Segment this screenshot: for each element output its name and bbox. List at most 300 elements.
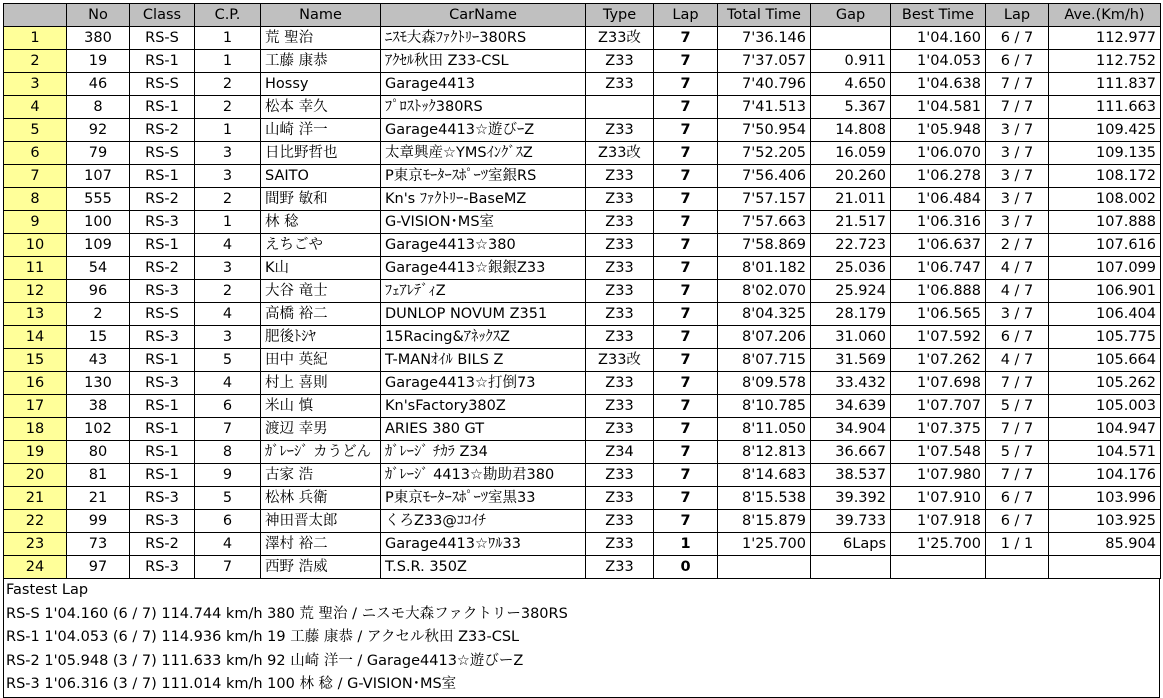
total-time-cell bbox=[718, 556, 811, 579]
laps-cell: 7 bbox=[654, 257, 718, 280]
best-time-cell: 1'07.375 bbox=[891, 418, 986, 441]
position-cell: 18 bbox=[4, 418, 67, 441]
car-type-cell: Z33 bbox=[586, 464, 654, 487]
position-cell: 17 bbox=[4, 395, 67, 418]
average-speed-cell: 104.947 bbox=[1049, 418, 1161, 441]
laps-cell: 7 bbox=[654, 50, 718, 73]
best-time-cell: 1'07.262 bbox=[891, 349, 986, 372]
class-position-cell: 5 bbox=[195, 349, 261, 372]
car-type-cell: Z33 bbox=[586, 211, 654, 234]
average-speed-cell: 108.002 bbox=[1049, 188, 1161, 211]
table-row bbox=[4, 464, 1161, 487]
car-number-cell: 96 bbox=[67, 280, 130, 303]
total-time-cell: 7'52.205 bbox=[718, 142, 811, 165]
class-position-cell: 1 bbox=[195, 27, 261, 50]
car-number-cell: 54 bbox=[67, 257, 130, 280]
car-type-cell: Z33 bbox=[586, 257, 654, 280]
car-number-cell: 102 bbox=[67, 418, 130, 441]
laps-cell: 7 bbox=[654, 441, 718, 464]
total-time-cell: 8'07.206 bbox=[718, 326, 811, 349]
laps-cell: 7 bbox=[654, 280, 718, 303]
best-time-cell: 1'07.548 bbox=[891, 441, 986, 464]
header-cp: C.P. bbox=[195, 4, 261, 27]
average-speed-cell: 104.176 bbox=[1049, 464, 1161, 487]
class-cell: RS-1 bbox=[130, 395, 195, 418]
best-lap-cell: 6 / 7 bbox=[986, 487, 1049, 510]
driver-name-cell: SAITO bbox=[261, 165, 381, 188]
best-time-cell: 1'06.484 bbox=[891, 188, 986, 211]
gap-cell: 39.392 bbox=[811, 487, 891, 510]
header-class: Class bbox=[130, 4, 195, 27]
driver-name-cell: 古家 浩 bbox=[261, 464, 381, 487]
car-name-cell: Garage4413 bbox=[381, 73, 586, 96]
table-row bbox=[4, 142, 1161, 165]
average-speed-cell: 112.977 bbox=[1049, 27, 1161, 50]
class-position-cell: 9 bbox=[195, 464, 261, 487]
laps-cell: 7 bbox=[654, 326, 718, 349]
total-time-cell: 7'58.869 bbox=[718, 234, 811, 257]
car-type-cell: Z33 bbox=[586, 487, 654, 510]
car-type-cell: Z33 bbox=[586, 533, 654, 556]
total-time-cell: 7'40.796 bbox=[718, 73, 811, 96]
best-lap-cell: 3 / 7 bbox=[986, 142, 1049, 165]
class-cell: RS-1 bbox=[130, 96, 195, 119]
average-speed-cell: 108.172 bbox=[1049, 165, 1161, 188]
laps-cell: 7 bbox=[654, 418, 718, 441]
total-time-cell: 8'11.050 bbox=[718, 418, 811, 441]
driver-name-cell: 渡辺 幸男 bbox=[261, 418, 381, 441]
car-number-cell: 38 bbox=[67, 395, 130, 418]
class-cell: RS-S bbox=[130, 27, 195, 50]
gap-cell: 31.569 bbox=[811, 349, 891, 372]
car-name-cell: ｶﾞﾚｰｼﾞ 4413☆勘助君380 bbox=[381, 464, 586, 487]
total-time-cell: 1'25.700 bbox=[718, 533, 811, 556]
laps-cell: 7 bbox=[654, 96, 718, 119]
gap-cell: 22.723 bbox=[811, 234, 891, 257]
average-speed-cell: 106.404 bbox=[1049, 303, 1161, 326]
results-body bbox=[4, 27, 1161, 579]
laps-cell: 7 bbox=[654, 372, 718, 395]
laps-cell: 7 bbox=[654, 211, 718, 234]
car-name-cell: Garage4413☆380 bbox=[381, 234, 586, 257]
total-time-cell: 8'12.813 bbox=[718, 441, 811, 464]
best-time-cell: 1'04.053 bbox=[891, 50, 986, 73]
class-position-cell: 8 bbox=[195, 441, 261, 464]
car-type-cell: Z33 bbox=[586, 50, 654, 73]
class-cell: RS-3 bbox=[130, 372, 195, 395]
best-time-cell: 1'25.700 bbox=[891, 533, 986, 556]
position-cell: 24 bbox=[4, 556, 67, 579]
laps-cell: 1 bbox=[654, 533, 718, 556]
car-number-cell: 81 bbox=[67, 464, 130, 487]
class-cell: RS-1 bbox=[130, 349, 195, 372]
car-type-cell: Z33 bbox=[586, 188, 654, 211]
position-cell: 20 bbox=[4, 464, 67, 487]
car-name-cell: T.S.R. 350Z bbox=[381, 556, 586, 579]
driver-name-cell: 神田晋太郎 bbox=[261, 510, 381, 533]
best-time-cell: 1'07.707 bbox=[891, 395, 986, 418]
car-name-cell: Garage4413☆ﾜﾙ33 bbox=[381, 533, 586, 556]
best-time-cell: 1'05.948 bbox=[891, 119, 986, 142]
best-lap-cell: 3 / 7 bbox=[986, 211, 1049, 234]
position-cell: 22 bbox=[4, 510, 67, 533]
gap-cell: 38.537 bbox=[811, 464, 891, 487]
gap-cell: 28.179 bbox=[811, 303, 891, 326]
table-row bbox=[4, 533, 1161, 556]
best-lap-cell: 7 / 7 bbox=[986, 96, 1049, 119]
driver-name-cell: 肥後ﾄｼﾔ bbox=[261, 326, 381, 349]
average-speed-cell: 111.837 bbox=[1049, 73, 1161, 96]
gap-cell: 14.808 bbox=[811, 119, 891, 142]
results-sheet bbox=[3, 3, 1160, 698]
position-cell: 21 bbox=[4, 487, 67, 510]
total-time-cell: 8'01.182 bbox=[718, 257, 811, 280]
total-time-cell: 8'07.715 bbox=[718, 349, 811, 372]
gap-cell: 34.639 bbox=[811, 395, 891, 418]
header-gap: Gap bbox=[811, 4, 891, 27]
car-name-cell: 15Racing&ｱﾈｯｸｽZ bbox=[381, 326, 586, 349]
average-speed-cell: 105.664 bbox=[1049, 349, 1161, 372]
average-speed-cell: 112.752 bbox=[1049, 50, 1161, 73]
car-name-cell: Kn'sFactory380Z bbox=[381, 395, 586, 418]
best-time-cell: 1'06.070 bbox=[891, 142, 986, 165]
class-cell: RS-S bbox=[130, 73, 195, 96]
total-time-cell: 8'15.879 bbox=[718, 510, 811, 533]
position-cell: 8 bbox=[4, 188, 67, 211]
header-position bbox=[4, 4, 67, 27]
table-row bbox=[4, 188, 1161, 211]
car-type-cell: Z33 bbox=[586, 418, 654, 441]
car-number-cell: 19 bbox=[67, 50, 130, 73]
class-cell: RS-1 bbox=[130, 464, 195, 487]
car-name-cell: くろZ33@ｺｺｲﾁ bbox=[381, 510, 586, 533]
best-lap-cell bbox=[986, 556, 1049, 579]
car-name-cell: ｱｸｾﾙ秋田 Z33-CSL bbox=[381, 50, 586, 73]
class-position-cell: 2 bbox=[195, 280, 261, 303]
gap-cell: 25.924 bbox=[811, 280, 891, 303]
car-type-cell: Z33 bbox=[586, 326, 654, 349]
average-speed-cell: 107.616 bbox=[1049, 234, 1161, 257]
fastest-lap-title: Fastest Lap bbox=[6, 582, 89, 598]
car-type-cell: Z33 bbox=[586, 280, 654, 303]
best-lap-cell: 1 / 1 bbox=[986, 533, 1049, 556]
table-row bbox=[4, 257, 1161, 280]
class-cell: RS-3 bbox=[130, 487, 195, 510]
class-position-cell: 4 bbox=[195, 372, 261, 395]
total-time-cell: 8'09.578 bbox=[718, 372, 811, 395]
header-row bbox=[4, 4, 1161, 27]
average-speed-cell: 103.925 bbox=[1049, 510, 1161, 533]
driver-name-cell: 西野 浩威 bbox=[261, 556, 381, 579]
car-name-cell: ｶﾞﾚｰｼﾞ ﾁｶﾗ Z34 bbox=[381, 441, 586, 464]
class-cell: RS-3 bbox=[130, 326, 195, 349]
best-time-cell: 1'04.638 bbox=[891, 73, 986, 96]
gap-cell: 6Laps bbox=[811, 533, 891, 556]
laps-cell: 0 bbox=[654, 556, 718, 579]
car-name-cell: Kn's ﾌｧｸﾄﾘｰ-BaseMZ bbox=[381, 188, 586, 211]
table-row bbox=[4, 418, 1161, 441]
fastest-lap-section bbox=[3, 579, 1160, 698]
laps-cell: 7 bbox=[654, 27, 718, 50]
header-lap: Lap bbox=[654, 4, 718, 27]
total-time-cell: 8'15.538 bbox=[718, 487, 811, 510]
gap-cell: 4.650 bbox=[811, 73, 891, 96]
position-cell: 6 bbox=[4, 142, 67, 165]
class-position-cell: 1 bbox=[195, 119, 261, 142]
average-speed-cell: 105.262 bbox=[1049, 372, 1161, 395]
header-best-time: Best Time bbox=[891, 4, 986, 27]
car-number-cell: 107 bbox=[67, 165, 130, 188]
class-cell: RS-3 bbox=[130, 211, 195, 234]
car-number-cell: 21 bbox=[67, 487, 130, 510]
car-name-cell: 太章興産☆YMSｲﾝｸﾞｽZ bbox=[381, 142, 586, 165]
table-row bbox=[4, 119, 1161, 142]
class-position-cell: 5 bbox=[195, 487, 261, 510]
car-number-cell: 46 bbox=[67, 73, 130, 96]
best-lap-cell: 7 / 7 bbox=[986, 372, 1049, 395]
gap-cell: 21.517 bbox=[811, 211, 891, 234]
car-type-cell: Z33 bbox=[586, 372, 654, 395]
gap-cell: 20.260 bbox=[811, 165, 891, 188]
car-type-cell: Z33 bbox=[586, 165, 654, 188]
best-time-cell: 1'04.160 bbox=[891, 27, 986, 50]
gap-cell bbox=[811, 27, 891, 50]
total-time-cell: 8'14.683 bbox=[718, 464, 811, 487]
laps-cell: 7 bbox=[654, 487, 718, 510]
best-lap-cell: 7 / 7 bbox=[986, 73, 1049, 96]
gap-cell: 0.911 bbox=[811, 50, 891, 73]
car-number-cell: 79 bbox=[67, 142, 130, 165]
best-time-cell: 1'06.316 bbox=[891, 211, 986, 234]
position-cell: 13 bbox=[4, 303, 67, 326]
class-position-cell: 4 bbox=[195, 234, 261, 257]
header-carname: CarName bbox=[381, 4, 586, 27]
gap-cell: 16.059 bbox=[811, 142, 891, 165]
position-cell: 10 bbox=[4, 234, 67, 257]
best-lap-cell: 3 / 7 bbox=[986, 188, 1049, 211]
average-speed-cell: 109.425 bbox=[1049, 119, 1161, 142]
car-name-cell: DUNLOP NOVUM Z351 bbox=[381, 303, 586, 326]
driver-name-cell: 高橋 裕二 bbox=[261, 303, 381, 326]
best-time-cell: 1'04.581 bbox=[891, 96, 986, 119]
best-time-cell: 1'06.747 bbox=[891, 257, 986, 280]
position-cell: 12 bbox=[4, 280, 67, 303]
gap-cell: 21.011 bbox=[811, 188, 891, 211]
car-type-cell: Z34 bbox=[586, 441, 654, 464]
total-time-cell: 8'02.070 bbox=[718, 280, 811, 303]
driver-name-cell: 田中 英紀 bbox=[261, 349, 381, 372]
class-position-cell: 4 bbox=[195, 303, 261, 326]
table-row bbox=[4, 395, 1161, 418]
class-position-cell: 3 bbox=[195, 165, 261, 188]
total-time-cell: 7'50.954 bbox=[718, 119, 811, 142]
fastest-lap-rs-2: RS-2 1'05.948 (3 / 7) 111.633 km/h 92 山崎 洋一 / Garage4413☆遊びーZ bbox=[6, 652, 524, 669]
driver-name-cell: 荒 聖治 bbox=[261, 27, 381, 50]
total-time-cell: 7'36.146 bbox=[718, 27, 811, 50]
average-speed-cell: 106.901 bbox=[1049, 280, 1161, 303]
class-position-cell: 1 bbox=[195, 211, 261, 234]
laps-cell: 7 bbox=[654, 464, 718, 487]
car-number-cell: 43 bbox=[67, 349, 130, 372]
class-position-cell: 2 bbox=[195, 73, 261, 96]
table-row bbox=[4, 441, 1161, 464]
gap-cell: 31.060 bbox=[811, 326, 891, 349]
laps-cell: 7 bbox=[654, 188, 718, 211]
driver-name-cell: 林 稔 bbox=[261, 211, 381, 234]
car-name-cell: Garage4413☆打倒73 bbox=[381, 372, 586, 395]
total-time-cell: 8'04.325 bbox=[718, 303, 811, 326]
best-lap-cell: 4 / 7 bbox=[986, 257, 1049, 280]
class-cell: RS-S bbox=[130, 142, 195, 165]
fastest-lap-rs-3: RS-3 1'06.316 (3 / 7) 111.014 km/h 100 林 稔 / G-VISION･MS室 bbox=[6, 676, 457, 692]
car-number-cell: 15 bbox=[67, 326, 130, 349]
driver-name-cell: 澤村 裕二 bbox=[261, 533, 381, 556]
driver-name-cell: Hossy bbox=[261, 73, 381, 96]
driver-name-cell: 工藤 康恭 bbox=[261, 50, 381, 73]
laps-cell: 7 bbox=[654, 142, 718, 165]
car-type-cell: Z33 bbox=[586, 234, 654, 257]
class-position-cell: 7 bbox=[195, 418, 261, 441]
laps-cell: 7 bbox=[654, 234, 718, 257]
total-time-cell: 7'56.406 bbox=[718, 165, 811, 188]
best-lap-cell: 4 / 7 bbox=[986, 349, 1049, 372]
class-cell: RS-2 bbox=[130, 533, 195, 556]
class-cell: RS-3 bbox=[130, 556, 195, 579]
class-position-cell: 6 bbox=[195, 395, 261, 418]
class-cell: RS-1 bbox=[130, 165, 195, 188]
class-cell: RS-1 bbox=[130, 418, 195, 441]
class-position-cell: 4 bbox=[195, 533, 261, 556]
table-row bbox=[4, 96, 1161, 119]
position-cell: 15 bbox=[4, 349, 67, 372]
class-cell: RS-1 bbox=[130, 234, 195, 257]
driver-name-cell: 大谷 竜士 bbox=[261, 280, 381, 303]
car-number-cell: 99 bbox=[67, 510, 130, 533]
average-speed-cell: 103.996 bbox=[1049, 487, 1161, 510]
class-position-cell: 6 bbox=[195, 510, 261, 533]
gap-cell bbox=[811, 556, 891, 579]
average-speed-cell: 105.775 bbox=[1049, 326, 1161, 349]
car-type-cell: Z33改 bbox=[586, 27, 654, 50]
fastest-lap-rs-1: RS-1 1'04.053 (6 / 7) 114.936 km/h 19 工藤 康恭 / アクセル秋田 Z33-CSL bbox=[6, 629, 520, 645]
car-number-cell: 8 bbox=[67, 96, 130, 119]
car-type-cell: Z33 bbox=[586, 73, 654, 96]
car-name-cell: Garage4413☆遊びｰZ bbox=[381, 119, 586, 142]
average-speed-cell: 107.888 bbox=[1049, 211, 1161, 234]
best-lap-cell: 3 / 7 bbox=[986, 303, 1049, 326]
laps-cell: 7 bbox=[654, 510, 718, 533]
best-lap-cell: 6 / 7 bbox=[986, 27, 1049, 50]
best-lap-cell: 5 / 7 bbox=[986, 395, 1049, 418]
laps-cell: 7 bbox=[654, 119, 718, 142]
position-cell: 11 bbox=[4, 257, 67, 280]
laps-cell: 7 bbox=[654, 73, 718, 96]
best-lap-cell: 3 / 7 bbox=[986, 165, 1049, 188]
car-type-cell bbox=[586, 96, 654, 119]
car-type-cell: Z33改 bbox=[586, 142, 654, 165]
driver-name-cell: 松本 幸久 bbox=[261, 96, 381, 119]
average-speed-cell: 111.663 bbox=[1049, 96, 1161, 119]
car-number-cell: 2 bbox=[67, 303, 130, 326]
car-name-cell: T-MANｵｲﾙ BILS Z bbox=[381, 349, 586, 372]
gap-cell: 34.904 bbox=[811, 418, 891, 441]
laps-cell: 7 bbox=[654, 395, 718, 418]
driver-name-cell: 間野 敏和 bbox=[261, 188, 381, 211]
best-lap-cell: 6 / 7 bbox=[986, 510, 1049, 533]
position-cell: 9 bbox=[4, 211, 67, 234]
position-cell: 14 bbox=[4, 326, 67, 349]
table-row bbox=[4, 73, 1161, 96]
class-position-cell: 3 bbox=[195, 257, 261, 280]
best-time-cell: 1'07.918 bbox=[891, 510, 986, 533]
best-lap-cell: 7 / 7 bbox=[986, 464, 1049, 487]
car-name-cell: ﾆｽﾓ大森ﾌｧｸﾄﾘｰ380RS bbox=[381, 27, 586, 50]
class-cell: RS-2 bbox=[130, 257, 195, 280]
car-type-cell: Z33 bbox=[586, 556, 654, 579]
table-row bbox=[4, 27, 1161, 50]
best-time-cell: 1'07.980 bbox=[891, 464, 986, 487]
gap-cell: 39.733 bbox=[811, 510, 891, 533]
driver-name-cell: ｶﾞﾚｰｼﾞ カうどん bbox=[261, 441, 381, 464]
best-time-cell: 1'07.698 bbox=[891, 372, 986, 395]
header-best-lap: Lap bbox=[986, 4, 1049, 27]
average-speed-cell: 107.099 bbox=[1049, 257, 1161, 280]
position-cell: 2 bbox=[4, 50, 67, 73]
laps-cell: 7 bbox=[654, 349, 718, 372]
class-cell: RS-2 bbox=[130, 188, 195, 211]
best-lap-cell: 2 / 7 bbox=[986, 234, 1049, 257]
car-number-cell: 109 bbox=[67, 234, 130, 257]
car-type-cell: Z33 bbox=[586, 395, 654, 418]
table-row bbox=[4, 303, 1161, 326]
car-number-cell: 73 bbox=[67, 533, 130, 556]
best-time-cell: 1'06.888 bbox=[891, 280, 986, 303]
class-cell: RS-1 bbox=[130, 441, 195, 464]
car-number-cell: 100 bbox=[67, 211, 130, 234]
best-lap-cell: 7 / 7 bbox=[986, 418, 1049, 441]
class-position-cell: 2 bbox=[195, 96, 261, 119]
driver-name-cell: 村上 喜則 bbox=[261, 372, 381, 395]
gap-cell: 5.367 bbox=[811, 96, 891, 119]
results-table bbox=[3, 3, 1161, 579]
driver-name-cell: えちごや bbox=[261, 234, 381, 257]
fastest-lap-rs-s: RS-S 1'04.160 (6 / 7) 114.744 km/h 380 荒 聖治 / ニスモ大森ファクトリー380RS bbox=[6, 605, 568, 622]
table-row bbox=[4, 349, 1161, 372]
car-type-cell: Z33 bbox=[586, 303, 654, 326]
header-name: Name bbox=[261, 4, 381, 27]
table-row bbox=[4, 487, 1161, 510]
total-time-cell: 7'57.157 bbox=[718, 188, 811, 211]
best-lap-cell: 3 / 7 bbox=[986, 119, 1049, 142]
car-number-cell: 80 bbox=[67, 441, 130, 464]
car-name-cell: ﾌﾟﾛｽﾄｯｸ380RS bbox=[381, 96, 586, 119]
class-position-cell: 3 bbox=[195, 142, 261, 165]
table-row bbox=[4, 556, 1161, 579]
car-name-cell: ARIES 380 GT bbox=[381, 418, 586, 441]
table-row bbox=[4, 326, 1161, 349]
car-number-cell: 130 bbox=[67, 372, 130, 395]
car-name-cell: P東京ﾓｰﾀｰｽﾎﾟｰﾂ室銀RS bbox=[381, 165, 586, 188]
total-time-cell: 8'10.785 bbox=[718, 395, 811, 418]
header-no: No bbox=[67, 4, 130, 27]
car-number-cell: 380 bbox=[67, 27, 130, 50]
table-row bbox=[4, 50, 1161, 73]
position-cell: 3 bbox=[4, 73, 67, 96]
car-name-cell: Garage4413☆銀銀Z33 bbox=[381, 257, 586, 280]
header-average-speed: Ave.(Km/h) bbox=[1049, 4, 1161, 27]
average-speed-cell: 109.135 bbox=[1049, 142, 1161, 165]
position-cell: 5 bbox=[4, 119, 67, 142]
